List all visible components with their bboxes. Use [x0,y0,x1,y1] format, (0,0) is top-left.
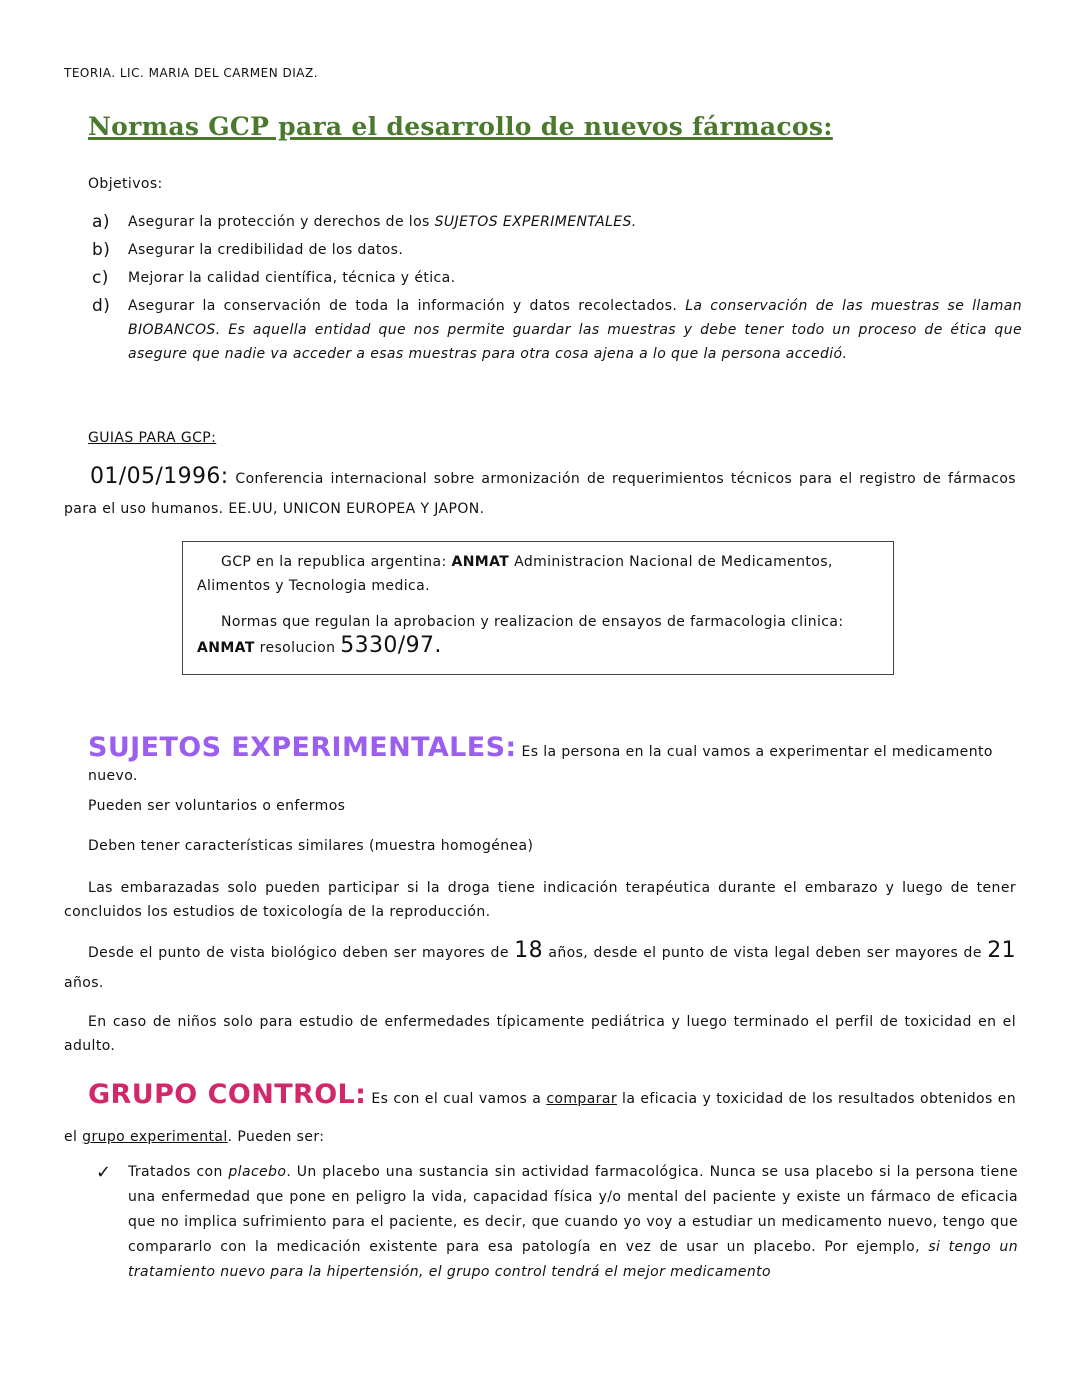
number: 18 [514,938,544,963]
box-paragraph [197,610,879,660]
paragraph: Las embarazadas solo pueden participar si la droga tiene indicación terapéutica durante el embarazo y luego de tener concluidos los estudios de toxicología de la reproducción. [64,880,1016,920]
list-item [92,210,1022,234]
objetivos-label: Objetivos: [88,176,163,192]
page-title: Normas GCP para el desarrollo de nuevos fármacos: [88,112,833,141]
text: GCP en la republica argentina: [221,554,452,570]
text: años, desde el punto de vista legal deben ser mayores de [543,945,988,961]
list-marker: d) [92,296,111,316]
text: Tratados con [128,1164,229,1180]
objetivos-list [92,210,1022,370]
italic-text: placebo [228,1164,287,1180]
text: Es con el cual vamos a [366,1091,547,1107]
list-marker: c) [92,268,109,288]
list-item [92,238,1022,262]
text: Normas que regulan la aprobacion y realizacion de ensayos de farmacologia clinica: [221,614,844,630]
paragraph: Deben tener características similares (muestra homogénea) [88,838,534,854]
list-item [92,294,1022,366]
underlined-text: grupo experimental [82,1129,228,1145]
text: la eficacia y toxicidad de los resultados obtenidos en el [64,1091,1016,1145]
anmat-bold: ANMAT [451,554,510,570]
item-text: Mejorar la calidad científica, técnica y ética. [128,270,456,286]
guias-label: GUIAS PARA GCP: [88,430,217,446]
text: Desde el punto de vista biológico deben ser mayores de [88,945,515,961]
text: años. [64,975,104,991]
box-paragraph [197,550,879,598]
checkmark-icon: ✓ [96,1162,112,1183]
item-text: Asegurar la credibilidad de los datos. [128,242,404,258]
underlined-text: comparar [546,1091,617,1107]
control-heading [64,1076,1016,1156]
section-definition: Es la persona en la cual vamos a experimentar el medicamento nuevo. [88,744,993,784]
guias-paragraph [64,462,1016,524]
paragraph: Pueden ser voluntarios o enfermos [88,798,346,814]
list-item [92,266,1022,290]
section-title: SUJETOS EXPERIMENTALES: [88,732,517,763]
paragraph [64,936,1016,998]
text: resolucion [254,640,341,656]
anmat-bold: ANMAT [197,640,255,656]
page-header: TEORIA. LIC. MARIA DEL CARMEN DIAZ. [64,66,319,80]
text: Administracion Nacional de Medicamentos, Alimentos y Tecnologia medica. [197,554,833,594]
item-italic: SUJETOS EXPERIMENTALES. [434,214,637,230]
italic-text: si tengo un tratamiento nuevo para la hipertensión, el grupo control tendrá el mejor medicamento [128,1239,1018,1280]
item-text: Asegurar la protección y derechos de los [128,214,435,230]
guias-date: 01/05/1996: [90,464,229,489]
list-marker: b) [92,240,111,260]
section-title: GRUPO CONTROL: [88,1079,367,1110]
resolution-number: 5330/97. [340,633,442,658]
guias-text: Conferencia internacional sobre armonización de requerimientos técnicos para el registro de fármacos para el uso humanos. EE.UU, UNICON EUROPEA Y JAPON. [64,471,1016,517]
text: . Pueden ser: [227,1129,325,1145]
item-text: Asegurar la conservación de toda la información y datos recolectados. [128,298,686,314]
list-marker: a) [92,212,110,232]
list-item [96,1160,1018,1285]
text: . Un placebo una sustancia sin actividad farmacológica. Nunca se usa placebo si la persona tiene una enfermedad que pone en peligro la vida, capacidad física y/o mental del paciente y existe un fármaco de eficacia que no implica sufrimiento para el paciente, es decir, que cuando yo voy a estudiar un medicamento nuevo, tengo que compararlo con la medicación existente para esa patología en vez de usar un placebo. Por ejemplo, [128,1164,1018,1255]
sujetos-heading [88,732,1028,788]
anmat-box [182,541,894,675]
number: 21 [987,938,1017,963]
item-italic: La conservación de las muestras se llaman BIOBANCOS. Es aquella entidad que nos permite guardar las muestras y debe tener todo un proceso de ética que asegure que nadie va acceder a esas muestras para otra cosa ajena a lo que la persona accedió. [128,298,1022,362]
paragraph: En caso de niños solo para estudio de enfermedades típicamente pediátrica y luego terminado el perfil de toxicidad en el adulto. [64,1014,1016,1054]
